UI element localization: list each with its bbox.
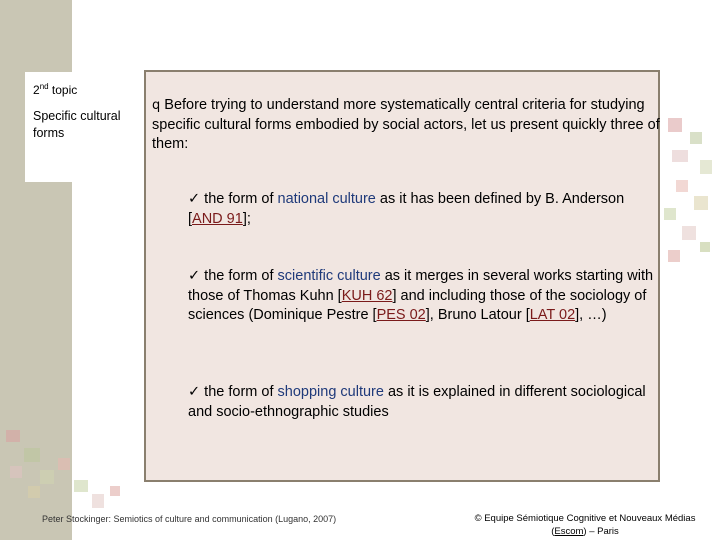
ref-link-pes02[interactable]: PES 02 (376, 307, 426, 323)
footer-credit: Peter Stockinger: Semiotics of culture and communication (Lugano, 2007) (42, 514, 337, 524)
list-item-shopping-culture: ✓ the form of shopping culture as it is explained in different sociological and socio-ethnographic studies (188, 384, 646, 420)
check-icon: ✓ (188, 191, 201, 207)
check-icon: ✓ (188, 268, 201, 284)
bullet-icon: q (152, 98, 161, 113)
ref-link-lat02[interactable]: LAT 02 (529, 307, 576, 323)
check-icon: ✓ (188, 384, 201, 400)
ref-link-and91[interactable]: AND 91 (192, 210, 243, 227)
topic-label: 2nd topic (33, 82, 78, 97)
list-item-national-culture: ✓ the form of national culture as it has been defined by B. Anderson [AND 91]; (188, 191, 625, 227)
section-title: Specific cultural forms (33, 109, 121, 140)
escom-link[interactable]: Escom (554, 526, 584, 537)
list-item-scientific-culture: ✓ the form of scientific culture as it merges in several works starting with those of Thomas Kuhn [KUH 62] and including those of the sociology of sciences (Dominique Pestre [PES 02], Bruno Latour [LAT 02], …) (188, 268, 654, 323)
footer-copyright: © Equipe Sémiotique Cognitive et Nouveaux Médias (Escom) – Paris (474, 513, 696, 537)
intro-paragraph: q Before trying to understand more systematically central criteria for studying specific cultural forms embodied by social actors, let us present quickly three of them: (152, 97, 660, 152)
ref-link-kuh62[interactable]: KUH 62 (341, 287, 393, 304)
